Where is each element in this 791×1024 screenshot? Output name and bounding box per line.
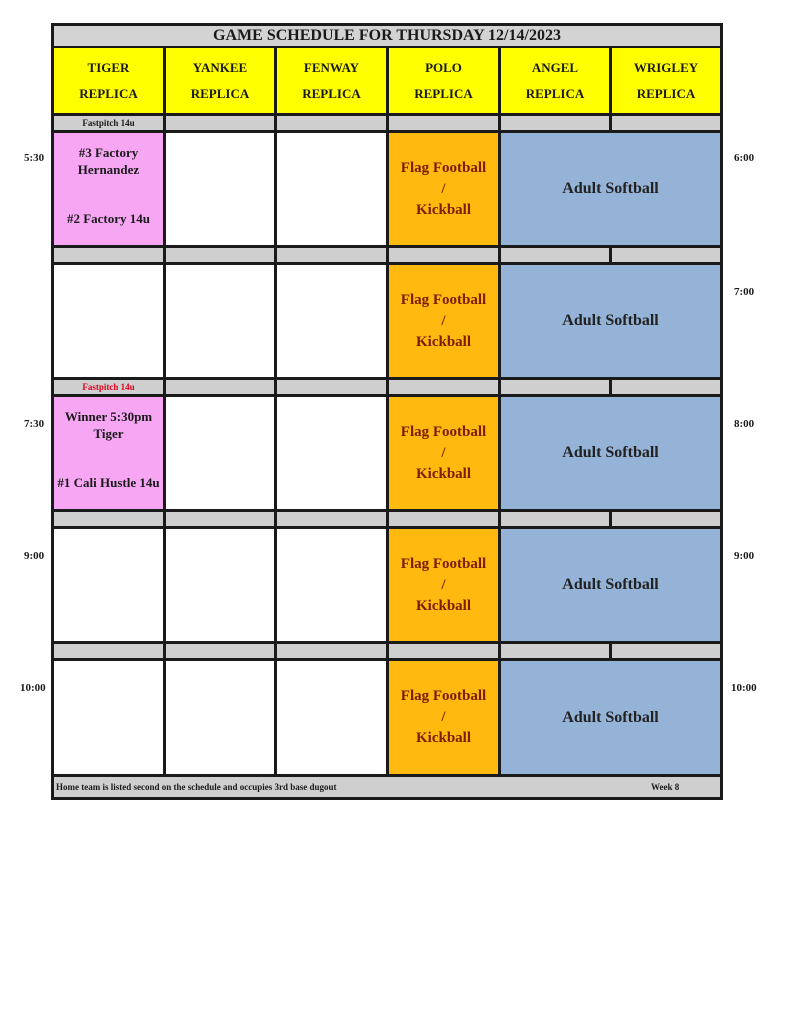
- field-header-yankee: [166, 48, 274, 113]
- footer-note: Home team is listed second on the schedule and occupies 3rd base dugout: [56, 782, 337, 792]
- softball-label: Adult Softball: [562, 708, 659, 726]
- separator-cell: [277, 116, 386, 130]
- separator-cell: [389, 512, 498, 526]
- empty-cell: [277, 529, 386, 641]
- separator-cell: [389, 644, 498, 658]
- field-sub: REPLICA: [636, 85, 696, 101]
- adult-softball-cell: [501, 133, 720, 245]
- game-cell-tiger-1: [54, 133, 163, 245]
- separator-cell: [166, 380, 274, 394]
- separator-cell: [612, 644, 720, 658]
- empty-cell: [166, 529, 274, 641]
- field-sub: REPLICA: [190, 85, 250, 101]
- time-right: 6:00: [734, 152, 755, 164]
- separator-cell: [277, 512, 386, 526]
- separator-cell: [277, 644, 386, 658]
- flag-football-cell: [389, 265, 498, 377]
- time-left: 10:00: [20, 682, 46, 694]
- empty-cell: [166, 133, 274, 245]
- empty-cell: [54, 265, 163, 377]
- softball-label: Adult Softball: [562, 444, 659, 461]
- separator-cell: [54, 248, 163, 262]
- separator-cell: [277, 380, 386, 394]
- separator-label: Fastpitch 14u: [54, 380, 163, 394]
- field-name: WRIGLEY: [633, 59, 699, 75]
- separator-cell: [612, 512, 720, 526]
- week-label: Week 8: [651, 782, 680, 792]
- field-name: TIGER: [87, 59, 130, 75]
- field-header-fenway: [277, 48, 386, 113]
- separator-cell: [166, 116, 274, 130]
- separator-cell: [501, 644, 609, 658]
- empty-cell: [166, 661, 274, 774]
- separator-label: Fastpitch 14u: [54, 116, 163, 130]
- separator-cell: [389, 248, 498, 262]
- time-right: 7:00: [734, 286, 755, 298]
- time-right: 8:00: [734, 418, 755, 430]
- polo-line: /: [441, 576, 446, 593]
- field-header-tiger: [54, 48, 163, 113]
- adult-softball-cell: [501, 661, 720, 774]
- game-line: #3 Factory: [78, 145, 139, 160]
- empty-cell: [277, 133, 386, 245]
- separator-cell: [612, 116, 720, 130]
- empty-cell: [166, 265, 274, 377]
- polo-line: Kickball: [415, 201, 471, 218]
- time-right: 9:00: [734, 550, 755, 562]
- separator-cell: [612, 380, 720, 394]
- polo-line: Kickball: [415, 465, 471, 482]
- polo-line: Flag Football: [400, 555, 487, 572]
- field-name: ANGEL: [531, 59, 579, 75]
- game-line: Hernandez: [77, 162, 140, 177]
- field-sub: REPLICA: [302, 85, 361, 101]
- flag-football-cell: [389, 661, 498, 774]
- empty-cell: [277, 265, 386, 377]
- game-line: #1 Cali Hustle 14u: [57, 475, 160, 490]
- flag-football-cell: [389, 529, 498, 641]
- polo-line: Kickball: [415, 333, 471, 350]
- empty-cell: [54, 661, 163, 774]
- polo-line: Flag Football: [400, 688, 487, 704]
- adult-softball-cell: [501, 265, 720, 377]
- softball-label: Adult Softball: [562, 312, 659, 329]
- field-name: YANKEE: [192, 59, 248, 75]
- polo-line: Kickball: [415, 597, 471, 614]
- separator-cell: [277, 248, 386, 262]
- polo-line: /: [441, 180, 446, 197]
- field-sub: REPLICA: [525, 85, 585, 101]
- empty-cell: [277, 661, 386, 774]
- polo-line: Kickball: [415, 730, 471, 746]
- separator-cell: [389, 380, 498, 394]
- game-line: Tiger: [93, 426, 124, 441]
- adult-softball-cell: [501, 397, 720, 509]
- separator-cell: [166, 644, 274, 658]
- field-header-polo: [389, 48, 498, 113]
- polo-line: /: [441, 709, 446, 725]
- empty-cell: [54, 529, 163, 641]
- field-sub: REPLICA: [79, 85, 138, 101]
- polo-line: Flag Football: [400, 159, 487, 176]
- empty-cell: [277, 397, 386, 509]
- empty-cell: [166, 397, 274, 509]
- time-left: 9:00: [24, 550, 45, 562]
- field-header-wrigley: [612, 48, 720, 113]
- time-right: 10:00: [731, 682, 757, 694]
- separator-cell: [501, 380, 609, 394]
- separator-cell: [54, 512, 163, 526]
- separator-cell: [166, 248, 274, 262]
- game-cell-tiger-3: [54, 397, 163, 509]
- separator-cell: [389, 116, 498, 130]
- polo-line: /: [441, 312, 446, 329]
- time-left: 5:30: [24, 152, 45, 164]
- field-header-angel: [501, 48, 609, 113]
- schedule-title: GAME SCHEDULE FOR THURSDAY 12/14/2023: [54, 26, 720, 46]
- schedule-footer: [54, 777, 720, 797]
- flag-football-cell: [389, 133, 498, 245]
- polo-line: Flag Football: [400, 423, 487, 440]
- separator-cell: [501, 116, 609, 130]
- separator-cell: [166, 512, 274, 526]
- flag-football-cell: [389, 397, 498, 509]
- softball-label: Adult Softball: [562, 180, 659, 197]
- game-line: #2 Factory 14u: [66, 211, 151, 226]
- polo-line: /: [441, 444, 446, 461]
- separator-cell: [501, 512, 609, 526]
- field-name: POLO: [425, 59, 462, 75]
- softball-label: Adult Softball: [562, 576, 659, 593]
- field-sub: REPLICA: [414, 85, 473, 101]
- polo-line: Flag Football: [400, 291, 487, 308]
- separator-cell: [54, 644, 163, 658]
- adult-softball-cell: [501, 529, 720, 641]
- game-line: Winner 5:30pm: [64, 409, 153, 424]
- separator-cell: [501, 248, 609, 262]
- time-left: 7:30: [24, 418, 45, 430]
- field-name: FENWAY: [303, 59, 360, 75]
- separator-cell: [612, 248, 720, 262]
